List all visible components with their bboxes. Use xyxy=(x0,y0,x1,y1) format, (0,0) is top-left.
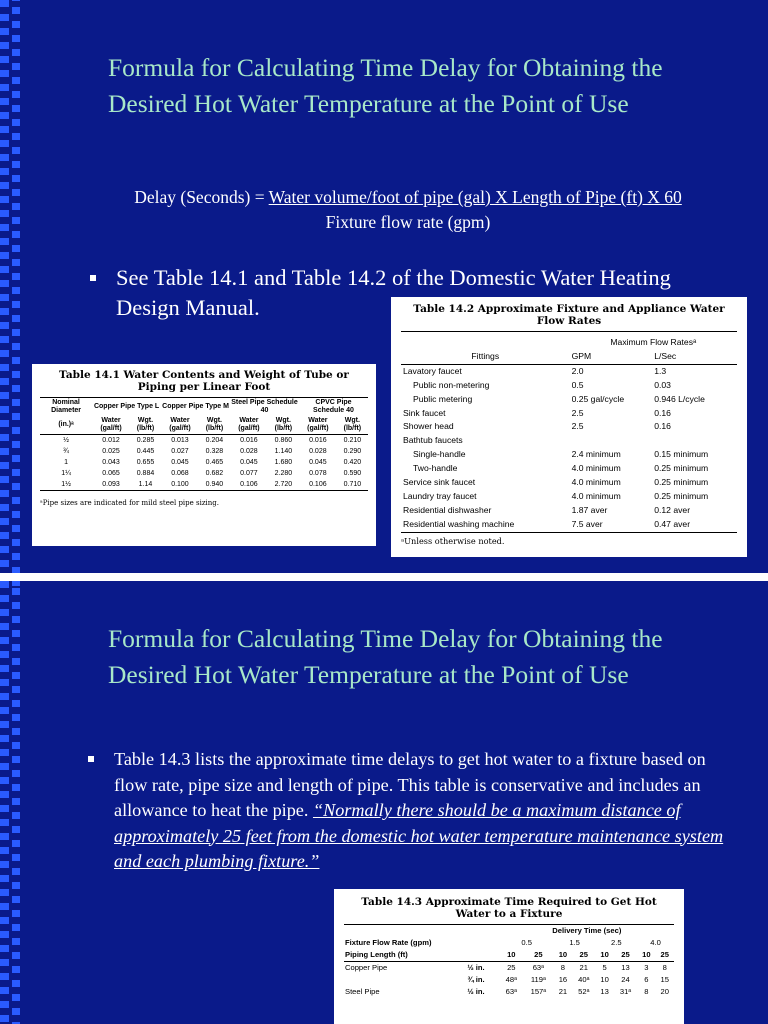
delivery-time-cell: 21 xyxy=(579,963,588,972)
table-row xyxy=(401,490,737,504)
delivery-time-cell: 3 xyxy=(644,963,649,972)
flow-gpm xyxy=(570,434,653,448)
table-14-3-body xyxy=(344,962,674,999)
formula-numerator: Water volume/foot of pipe (gal) X Length of Pipe (ft) X 60 xyxy=(268,187,682,207)
delivery-time-cell: 63ᵃ xyxy=(532,963,544,972)
pipe-type-label: Copper Pipe xyxy=(345,963,388,972)
value-cell: 0.027 xyxy=(171,448,189,455)
value-cell: 0.860 xyxy=(274,437,293,444)
value-cell: 0.106 xyxy=(240,481,258,488)
flow-lsec: 0.16 xyxy=(654,407,671,418)
value-cell: 0.328 xyxy=(205,448,224,455)
pipe-type-label: Steel Pipe xyxy=(345,987,380,996)
table-14-1-title: Table 14.1 Water Contents and Weight of Tube or Piping per Linear Foot xyxy=(59,369,349,393)
delivery-time-cell: 8 xyxy=(560,963,566,972)
value-cell: 0.012 xyxy=(102,437,120,444)
sub-water: Water (gal/ft) xyxy=(169,417,191,432)
value-cell: 0.045 xyxy=(240,459,258,466)
value-cell: 0.940 xyxy=(205,481,224,488)
table-14-2-body xyxy=(401,364,737,532)
fitting-name: Lavatory faucet xyxy=(403,365,462,376)
flow-2-5: 2.5 xyxy=(611,938,622,947)
bullet-square-icon xyxy=(90,275,96,281)
flow-gpm: 2.5 xyxy=(571,407,584,418)
value-cell: 0.682 xyxy=(205,470,224,477)
table-row xyxy=(401,504,737,518)
formula-denominator: Fixture flow rate (gpm) xyxy=(325,212,491,232)
fitting-name: Two-handle xyxy=(413,463,458,474)
flow-gpm: 4.0 minimum xyxy=(571,477,621,488)
flow-lsec: 0.25 minimum xyxy=(654,477,709,488)
bullet-table-14-3 xyxy=(88,747,728,875)
flow-0-5: 0.5 xyxy=(521,938,532,947)
flow-rate-label: Fixture Flow Rate (gpm) xyxy=(345,938,432,947)
fitting-name: Public non-metering xyxy=(413,379,490,390)
table-14-1-grid xyxy=(40,397,368,491)
flow-lsec: 0.15 minimum xyxy=(654,449,709,460)
fitting-name: Residential washing machine xyxy=(403,518,515,529)
value-cell: 1.14 xyxy=(138,481,153,488)
table-14-2-grid xyxy=(401,331,737,533)
pipe-size: ½ in. xyxy=(467,987,485,996)
flow-lsec: 0.03 xyxy=(654,379,671,390)
table-row xyxy=(401,462,737,476)
value-cell: 0.884 xyxy=(136,470,155,477)
table-row xyxy=(344,986,674,998)
bullet-text xyxy=(114,747,728,875)
formula-prefix: Delay (Seconds) = xyxy=(134,187,269,207)
value-cell: 0.100 xyxy=(171,481,189,488)
flow-gpm: 2.5 xyxy=(571,421,584,432)
bullet-emphasis-text: “Normally there should be a maximum distance of approximately 25 feet from the domestic hot water temperature maintenance system and each plumbing fixture.” xyxy=(114,800,724,871)
delivery-time-cell: 20 xyxy=(660,987,669,996)
diameter-cell: 1 xyxy=(64,459,68,466)
value-cell: 0.028 xyxy=(240,448,258,455)
col-fittings: Fittings xyxy=(471,350,500,361)
diameter-cell: 1¼ xyxy=(61,470,71,477)
flow-lsec xyxy=(652,434,737,448)
left-decoration-offset xyxy=(12,581,20,1024)
max-flow-header: Maximum Flow Ratesᵃ xyxy=(610,337,697,347)
delivery-time-cell: 40ᵃ xyxy=(578,975,590,984)
delay-formula xyxy=(40,185,768,235)
slide-2 xyxy=(0,581,768,1024)
value-cell: 0.210 xyxy=(343,437,362,444)
delivery-time-cell: 16 xyxy=(558,975,568,984)
value-cell: 0.590 xyxy=(343,470,362,477)
delivery-time-cell: 10 xyxy=(600,975,609,984)
table-14-3-title: Table 14.3 Approximate Time Required to Get Hot Water to a Fixture xyxy=(361,896,657,920)
value-cell: 0.013 xyxy=(171,437,189,444)
diameter-cell: ½ xyxy=(63,437,69,444)
bullet-square-icon xyxy=(88,756,94,762)
value-cell: 0.445 xyxy=(136,448,155,455)
delivery-time-cell: 8 xyxy=(662,963,667,972)
delivery-time-cell: 157ᵃ xyxy=(530,987,547,996)
delivery-time-cell: 13 xyxy=(621,963,630,972)
table-row xyxy=(40,446,368,457)
delivery-time-cell: 13 xyxy=(600,987,609,996)
piping-length-label: Piping Length (ft) xyxy=(345,950,408,959)
value-cell: 0.655 xyxy=(136,459,155,466)
table-14-1 xyxy=(32,364,376,546)
table-14-2-title: Table 14.2 Approximate Fixture and Appliance Water Flow Rates xyxy=(413,303,725,327)
flow-lsec: 0.946 L/cycle xyxy=(654,393,705,404)
flow-gpm: 2.4 minimum xyxy=(571,449,621,460)
value-cell: 0.043 xyxy=(102,459,120,466)
length-cell: 10 xyxy=(600,950,609,959)
flow-1-5: 1.5 xyxy=(569,938,580,947)
fitting-name: Laundry tray faucet xyxy=(403,490,477,501)
table-row xyxy=(344,962,674,975)
bullet-text: See Table 14.1 and Table 14.2 of the Domestic Water Heating Design Manual. xyxy=(116,265,671,320)
table-row xyxy=(401,518,737,532)
group-copper-l: Copper Pipe Type L xyxy=(93,403,160,410)
slide-1-title: Formula for Calculating Time Delay for Obtaining the Desired Hot Water Temperature at the Point of Use xyxy=(108,53,663,118)
value-cell: 0.204 xyxy=(205,437,224,444)
delivery-time-cell: 119ᵃ xyxy=(530,975,546,984)
table-row xyxy=(401,364,737,378)
fitting-name: Public metering xyxy=(413,393,473,404)
value-cell: 0.025 xyxy=(102,448,120,455)
value-cell: 1.680 xyxy=(274,459,293,466)
pipe-size: ½ in. xyxy=(467,963,485,972)
value-cell: 0.285 xyxy=(136,437,155,444)
table-row xyxy=(401,420,737,434)
length-cell: 10 xyxy=(642,950,651,959)
value-cell: 1.140 xyxy=(274,448,293,455)
slide-2-title: Formula for Calculating Time Delay for Obtaining the Desired Hot Water Temperature at the Point of Use xyxy=(108,624,663,689)
table-row xyxy=(40,479,368,491)
table-14-3 xyxy=(334,889,684,1024)
fitting-name: Residential dishwasher xyxy=(403,504,492,515)
delivery-time-cell: 21 xyxy=(558,987,568,996)
flow-lsec: 0.25 minimum xyxy=(654,490,709,501)
table-row xyxy=(401,407,737,421)
table-row xyxy=(40,435,368,447)
flow-lsec: 0.12 aver xyxy=(654,504,691,515)
value-cell: 0.065 xyxy=(102,470,120,477)
table-14-1-note: ᵃPipe sizes are indicated for mild steel pipe sizing. xyxy=(40,499,219,507)
sub-wgt: Wgt. (lb/ft) xyxy=(343,417,362,432)
fitting-name: Bathtub faucets xyxy=(403,435,463,446)
delivery-time-header: Delivery Time (sec) xyxy=(552,926,622,935)
group-copper-m: Copper Pipe Type M xyxy=(162,403,229,410)
flow-gpm: 4.0 minimum xyxy=(571,490,621,501)
value-cell: 0.420 xyxy=(343,459,362,466)
sub-wgt: Wgt. (lb/ft) xyxy=(274,417,293,432)
length-cell: 25 xyxy=(579,950,588,959)
left-decoration-offset xyxy=(12,0,20,573)
flow-gpm: 4.0 minimum xyxy=(571,463,621,474)
col-nominal-diameter: Nominal Diameter xyxy=(51,399,82,414)
bullet-plain-text: Table 14.3 lists the approximate time delays to get hot water to a fixture based on flow rate, pipe size and length of pipe. This table is conservative and includes an allowance to heat the pipe. xyxy=(114,749,706,820)
unit-in: (in.)ᵃ xyxy=(58,421,74,428)
length-cell: 10 xyxy=(558,950,568,959)
value-cell: 0.077 xyxy=(240,470,258,477)
table-14-2 xyxy=(391,297,747,557)
fitting-name: Sink faucet xyxy=(403,407,446,418)
value-cell: 0.016 xyxy=(309,437,327,444)
table-row xyxy=(401,379,737,393)
table-14-2-note: ᵃUnless otherwise noted. xyxy=(401,535,505,546)
value-cell: 0.710 xyxy=(343,481,362,488)
table-14-1-body xyxy=(40,435,368,491)
table-row xyxy=(40,457,368,468)
delivery-time-cell: 63ᵃ xyxy=(505,987,517,996)
sub-water: Water (gal/ft) xyxy=(307,417,329,432)
delivery-time-cell: 52ᵃ xyxy=(578,987,590,996)
sub-wgt: Wgt. (lb/ft) xyxy=(205,417,224,432)
delivery-time-cell: 25 xyxy=(507,963,516,972)
flow-gpm: 2.0 xyxy=(571,365,584,376)
delivery-time-cell: 48ᵃ xyxy=(505,975,517,984)
value-cell: 2.720 xyxy=(274,481,293,488)
group-cpvc-40: CPVC Pipe Schedule 40 xyxy=(313,399,354,414)
sub-water: Water (gal/ft) xyxy=(100,417,122,432)
value-cell: 0.290 xyxy=(343,448,362,455)
delivery-time-cell: 8 xyxy=(644,987,649,996)
table-row xyxy=(344,974,674,986)
flow-gpm: 7.5 aver xyxy=(571,518,603,529)
table-row xyxy=(40,468,368,479)
delivery-time-cell: 15 xyxy=(660,975,669,984)
fitting-name: Service sink faucet xyxy=(403,477,476,488)
pipe-type-label xyxy=(344,974,452,986)
value-cell: 0.028 xyxy=(309,448,327,455)
sub-water: Water (gal/ft) xyxy=(238,417,260,432)
flow-gpm: 0.5 xyxy=(571,379,584,390)
diameter-cell: 1½ xyxy=(61,481,71,488)
length-cell: 25 xyxy=(534,950,543,959)
slide-gap xyxy=(0,573,768,581)
flow-gpm: 1.87 aver xyxy=(571,504,608,515)
col-gpm: GPM xyxy=(571,350,592,361)
value-cell: 0.016 xyxy=(240,437,258,444)
flow-lsec: 0.25 minimum xyxy=(654,463,709,474)
fitting-name: Shower head xyxy=(403,421,454,432)
value-cell: 0.078 xyxy=(309,470,327,477)
sub-wgt: Wgt. (lb/ft) xyxy=(136,417,155,432)
value-cell: 0.465 xyxy=(205,459,224,466)
table-row xyxy=(401,393,737,407)
value-cell: 0.045 xyxy=(309,459,327,466)
length-cell: 10 xyxy=(507,950,516,959)
group-steel-40: Steel Pipe Schedule 40 xyxy=(231,399,298,414)
value-cell: 0.068 xyxy=(171,470,189,477)
value-cell: 2.280 xyxy=(274,470,293,477)
flow-gpm: 0.25 gal/cycle xyxy=(571,393,625,404)
flow-lsec: 0.16 xyxy=(654,421,671,432)
delivery-time-cell: 5 xyxy=(602,963,607,972)
delivery-time-cell: 6 xyxy=(644,975,649,984)
length-cell: 25 xyxy=(621,950,630,959)
col-lsec: L/Sec xyxy=(654,350,677,361)
pipe-size: ¾ in. xyxy=(467,975,485,984)
flow-lsec: 0.47 aver xyxy=(654,518,691,529)
table-14-3-grid xyxy=(344,924,674,998)
delivery-time-cell: 24 xyxy=(621,975,630,984)
length-cell: 25 xyxy=(660,950,669,959)
fitting-name: Single-handle xyxy=(413,449,466,460)
table-row xyxy=(401,434,737,448)
value-cell: 0.106 xyxy=(309,481,327,488)
diameter-cell: ¾ xyxy=(63,448,69,455)
flow-lsec: 1.3 xyxy=(654,365,667,376)
delivery-time-cell: 31ᵃ xyxy=(619,987,632,996)
table-row xyxy=(401,448,737,462)
flow-4-0: 4.0 xyxy=(650,938,661,947)
value-cell: 0.045 xyxy=(171,459,189,466)
value-cell: 0.093 xyxy=(102,481,120,488)
table-row xyxy=(401,476,737,490)
